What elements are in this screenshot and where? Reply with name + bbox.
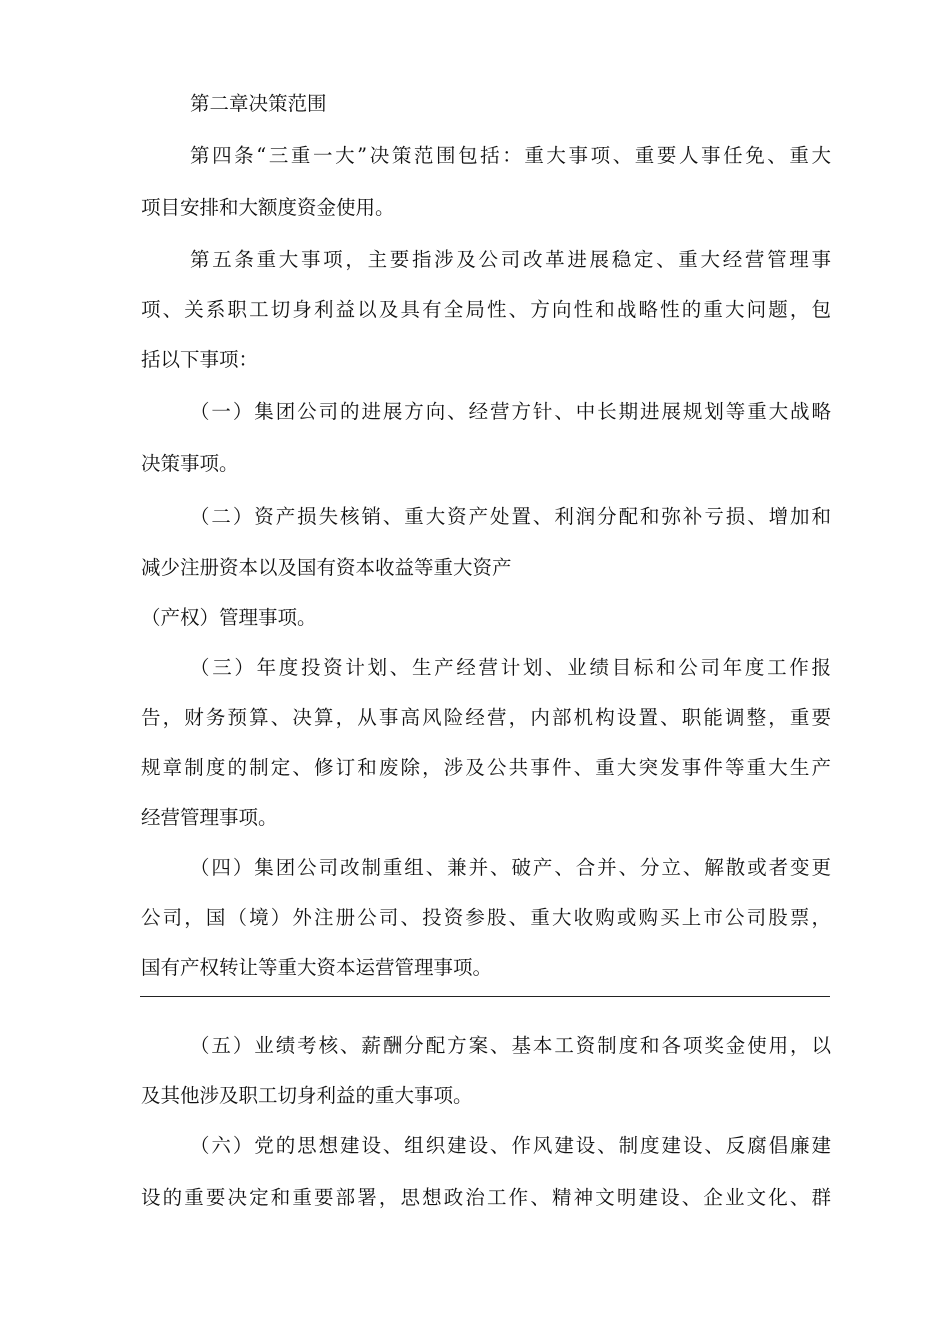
text-line: 告，财务预算、决算，从事高风险经营，内部机构设置、职能调整，重要 [141, 706, 831, 729]
page-separator [140, 996, 830, 997]
text-line: 设的重要决定和重要部署，思想政治工作、精神文明建设、企业文化、群 [141, 1186, 831, 1209]
text-line: （四）集团公司改制重组、兼并、破产、合并、分立、解散或者变更 [190, 856, 831, 879]
text-line: 减少注册资本以及国有资本收益等重大资产 [141, 556, 512, 579]
text-line: 项目安排和大额度资金使用。 [141, 196, 395, 219]
text-line: 及其他涉及职工切身利益的重大事项。 [141, 1084, 473, 1107]
text-line: 第四条“三重一大”决策范围包括：重大事项、重要人事任免、重大 [190, 144, 831, 167]
text-line: 经营管理事项。 [141, 806, 278, 829]
text-line: （产权）管理事项。 [141, 606, 317, 629]
text-line: （五）业绩考核、薪酬分配方案、基本工资制度和各项奖金使用，以 [190, 1034, 831, 1057]
text-line: （一）集团公司的进展方向、经营方针、中长期进展规划等重大战略 [190, 400, 831, 423]
text-line: 国有产权转让等重大资本运营管理事项。 [141, 956, 493, 979]
text-line: （三）年度投资计划、生产经营计划、业绩目标和公司年度工作报 [190, 656, 831, 679]
text-line: 项、关系职工切身利益以及具有全局性、方向性和战略性的重大问题，包 [141, 298, 831, 321]
text-line: 公司，国（境）外注册公司、投资参股、重大收购或购买上市公司股票， [141, 906, 831, 929]
text-line: 第二章决策范围 [190, 92, 327, 115]
text-line: 决策事项。 [141, 452, 239, 475]
text-line: （六）党的思想建设、组织建设、作风建设、制度建设、反腐倡廉建 [190, 1134, 831, 1157]
text-line: 第五条重大事项，主要指涉及公司改革进展稳定、重大经营管理事 [190, 248, 831, 271]
text-line: 括以下事项： [141, 348, 259, 371]
text-line: 规章制度的制定、修订和废除，涉及公共事件、重大突发事件等重大生产 [141, 756, 831, 779]
text-line: （二）资产损失核销、重大资产处置、利润分配和弥补亏损、增加和 [190, 505, 831, 528]
